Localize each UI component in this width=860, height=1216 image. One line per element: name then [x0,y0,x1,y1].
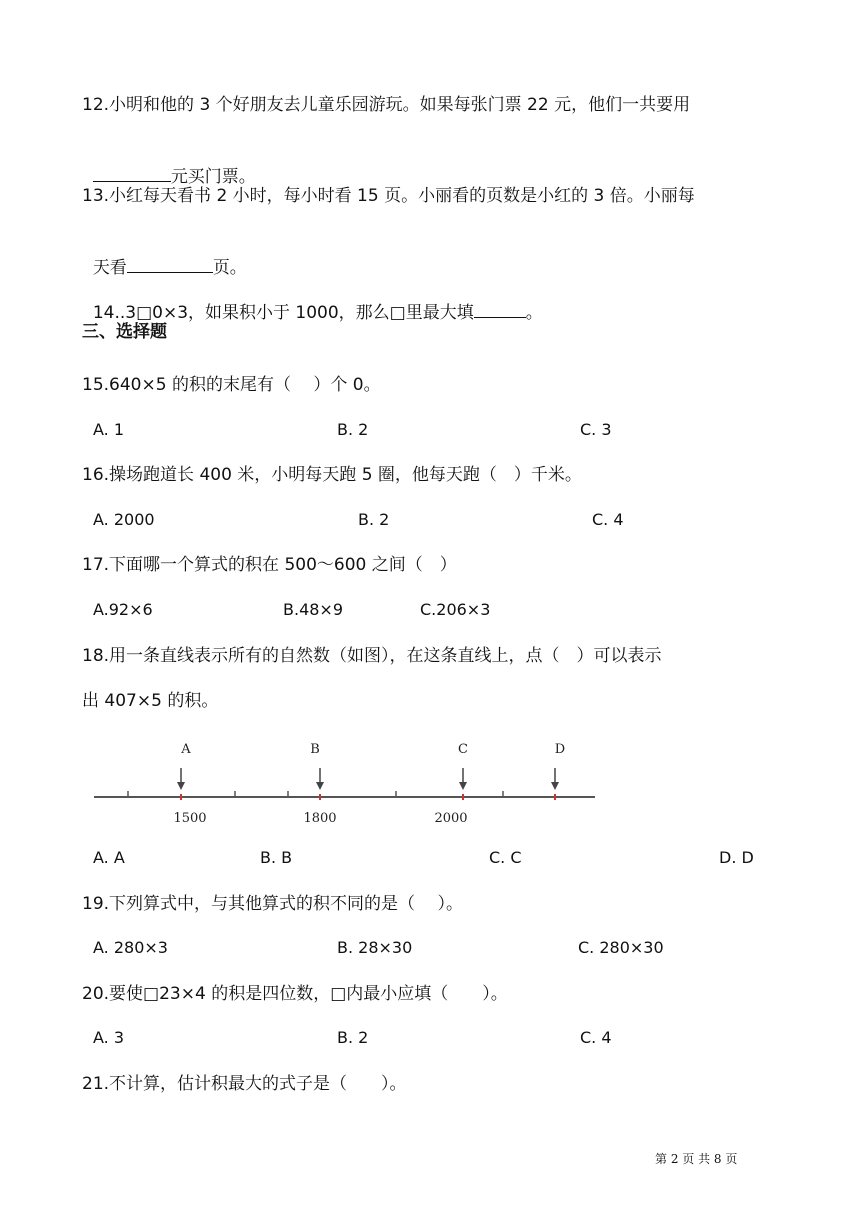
q14-text: 14..3□0×3，如果积小于 1000，那么□里最大填 [92,303,474,323]
q19-text: 19.下列算式中，与其他算式的积不同的是（ ）。 [82,894,463,914]
q15-option-b[interactable]: B. 2 [337,420,369,439]
q17-option-b[interactable]: B.48×9 [283,600,344,619]
q12-line2 [82,139,256,189]
q18-option-d[interactable]: D. D [719,848,754,867]
q12-line1: 12.小明和他的 3 个好朋友去儿童乐园游玩。如果每张门票 22 元，他们一共要用 [82,95,691,115]
q17-option-c[interactable]: C.206×3 [420,600,491,619]
number-line-figure [90,735,610,835]
arrow-head-b [316,782,324,790]
tick-label-1800: 1800 [303,811,337,826]
q18-line2: 出 407×5 的积。 [82,691,219,711]
q13-line2-before: 天看 [92,258,127,278]
q16-option-c[interactable]: C. 4 [592,510,624,529]
q13-line2-after: 页。 [212,258,247,278]
point-label-c: C [458,742,468,757]
arrow-head-d [551,782,559,790]
answer-blank[interactable] [474,299,526,318]
point-label-a: A [181,742,191,757]
q17-option-a[interactable]: A.92×6 [93,600,153,619]
q20-option-b[interactable]: B. 2 [337,1028,369,1047]
q16-option-a[interactable]: A. 2000 [93,510,155,529]
q19-option-c[interactable]: C. 280×30 [578,938,664,957]
q15-option-a[interactable]: A. 1 [93,420,125,439]
q19-option-b[interactable]: B. 28×30 [337,938,413,957]
answer-blank[interactable] [93,163,171,182]
q16-text: 16.操场跑道长 400 米，小明每天跑 5 圈，他每天跑（ ）千米。 [82,465,582,485]
q14-line [82,275,543,325]
q13-line1: 13.小红每天看书 2 小时，每小时看 15 页。小丽看的页数是小红的 3 倍。小丽每 [82,186,695,206]
q18-option-a[interactable]: A. A [93,848,125,867]
q20-option-a[interactable]: A. 3 [93,1028,125,1047]
arrow-head-a [177,782,185,790]
q12-line2-text: 元买门票。 [170,167,256,187]
arrow-head-c [459,782,467,790]
page-footer: 第 2 页 共 8 页 [655,1152,738,1166]
q17-text: 17.下面哪一个算式的积在 500～600 之间（ ） [82,555,457,575]
q18-option-b[interactable]: B. B [260,848,293,867]
q15-text: 15.640×5 的积的末尾有（ ）个 0。 [82,375,381,395]
point-label-d: D [554,742,566,757]
q20-text: 20.要使□23×4 的积是四位数，□内最小应填（ ）。 [82,984,508,1004]
q18-line1: 18.用一条直线表示所有的自然数（如图），在这条直线上，点（ ）可以表示 [82,646,662,666]
q18-option-c[interactable]: C. C [489,848,522,867]
q14-after: 。 [525,303,543,323]
tick-label-1500: 1500 [173,811,207,826]
q21-text: 21.不计算，估计积最大的式子是（ ）。 [82,1074,407,1094]
q13-line2 [82,230,247,280]
answer-blank[interactable] [127,254,213,273]
tick-label-2000: 2000 [434,811,468,826]
section-heading: 三、选择题 [82,322,167,342]
q16-option-b[interactable]: B. 2 [358,510,390,529]
q19-option-a[interactable]: A. 280×3 [93,938,168,957]
q15-option-c[interactable]: C. 3 [580,420,612,439]
q20-option-c[interactable]: C. 4 [580,1028,612,1047]
point-label-b: B [310,742,320,757]
